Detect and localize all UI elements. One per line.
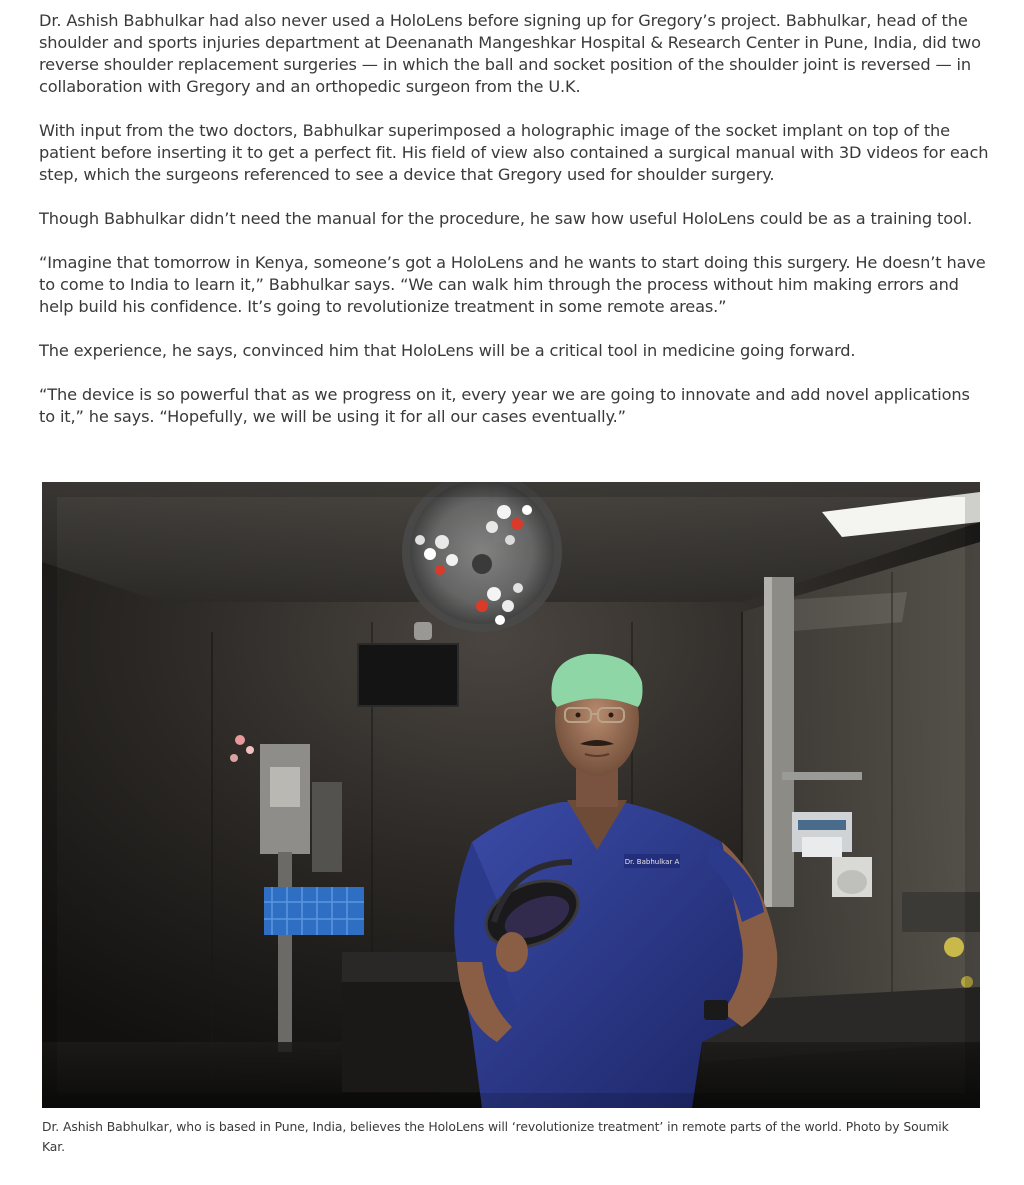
paragraph: With input from the two doctors, Babhulkar superimposed a holographic image of the socket implant on top of the patient before inserting it to get a perfect fit. His field of view also contained a surgical manual with 3D videos for each step, which the surgeons referenced to see a device that Gregory used for shoulder surgery. (39, 121, 989, 184)
scrub-name-tag: Dr. Babhulkar A (624, 858, 680, 866)
article-body (39, 10, 989, 450)
paragraph: The experience, he says, convinced him that HoloLens will be a critical tool in medicine going forward. (39, 341, 856, 360)
article-photo (42, 482, 980, 1108)
paragraph: Dr. Ashish Babhulkar had also never used a HoloLens before signing up for Gregory’s project. Babhulkar, head of the shoulder and sports injuries department at Deenanath Mangeshkar Hospital & Research Center in Pune, India, did two reverse shoulder replacement surgeries — in which the ball and socket position of the shoulder joint is reversed — in collaboration with Gregory and an orthopedic surgeon from the U.K. (39, 11, 981, 96)
photo-caption: Dr. Ashish Babhulkar, who is based in Pune, India, believes the HoloLens will ‘revolutionize treatment’ in remote parts of the world. Photo by Soumik Kar. (42, 1119, 949, 1154)
paragraph: “The device is so powerful that as we progress on it, every year we are going to innovate and add novel applications to it,” he says. “Hopefully, we will be using it for all our cases eventually.” (39, 385, 970, 426)
operating-room-photo (42, 482, 980, 1108)
paragraph: “Imagine that tomorrow in Kenya, someone’s got a HoloLens and he wants to start doing this surgery. He doesn’t have to come to India to learn it,” Babhulkar says. “We can walk him through the process without him making errors and help build his confidence. It’s going to revolutionize treatment in some remote areas.” (39, 253, 986, 316)
paragraph: Though Babhulkar didn’t need the manual for the procedure, he saw how useful HoloLens could be as a training tool. (39, 209, 973, 228)
